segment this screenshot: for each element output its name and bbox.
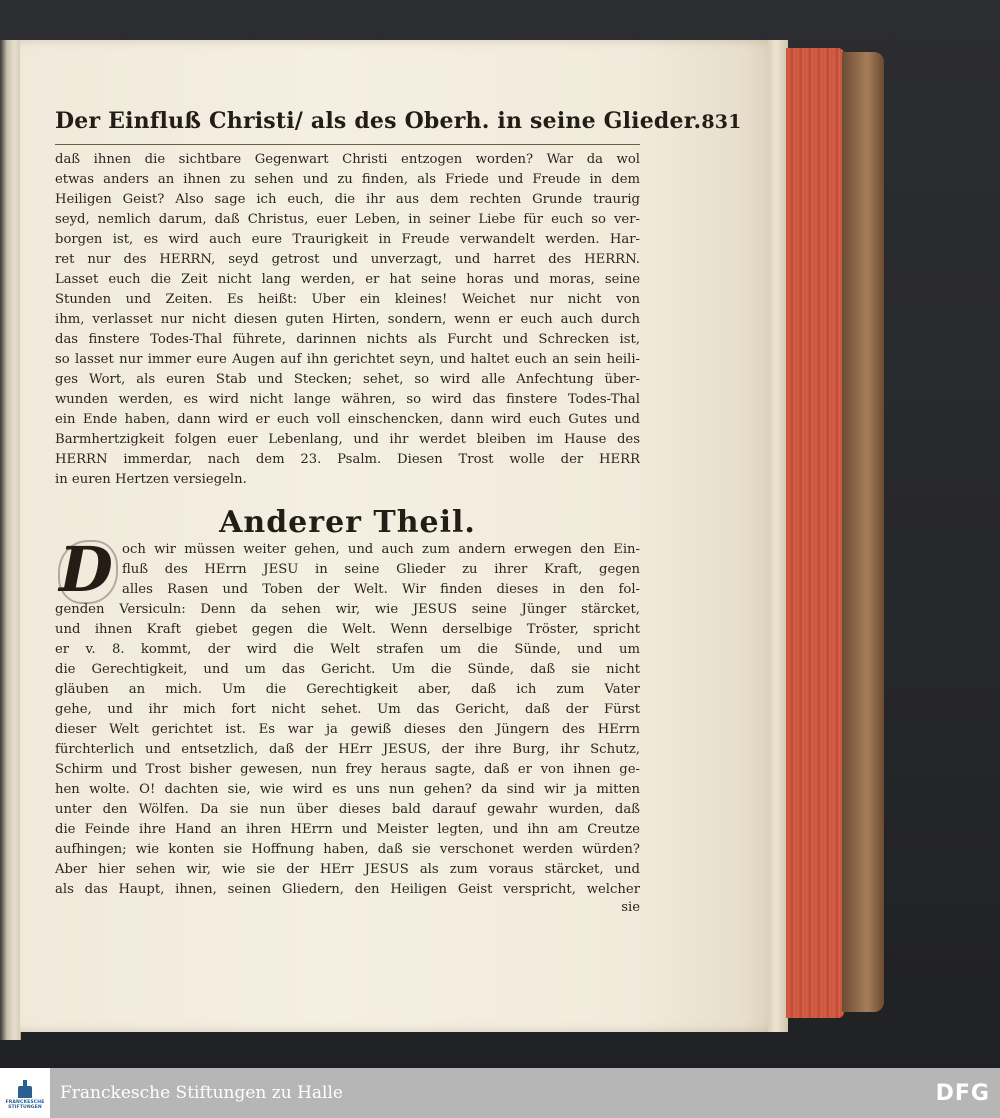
red-page-edge bbox=[786, 48, 844, 1018]
text-line: als das Haupt, ihnen, seinen Gliedern, den Heiligen Geist verspricht, welcher bbox=[55, 882, 640, 897]
text-line: seyd, nemlich darum, daß Christus, euer Leben, in seiner Liebe für euch so ver- bbox=[55, 212, 640, 227]
text-line: ihm, verlasset nur nicht diesen guten Hirten, sondern, wenn er euch auch durch bbox=[55, 312, 640, 327]
text-line: dieser Welt gerichtet ist. Es war ja gewiß dieses den Jüngern des HErrn bbox=[55, 722, 640, 737]
catchword: sie bbox=[621, 900, 640, 915]
text-line: Heiligen Geist? Also sage ich euch, die ihr aus dem rechten Grunde traurig bbox=[55, 192, 640, 207]
logo-text-line2: STIFTUNGEN bbox=[8, 1105, 42, 1110]
text-line: Stunden und Zeiten. Es heißt: Uber ein kleines! Weichet nur nicht von bbox=[55, 292, 640, 307]
text-line: HERRN immerdar, nach dem 23. Psalm. Diesen Trost wolle der HERR bbox=[55, 452, 640, 467]
dfg-logo[interactable]: DFG bbox=[935, 1080, 990, 1106]
text-line: Lasset euch die Zeit nicht lang werden, er hat seine horas und moras, seine bbox=[55, 272, 640, 287]
text-line: so lasset nur immer eure Augen auf ihn gerichtet seyn, und haltet euch an sein heili- bbox=[55, 352, 640, 367]
text-line: er v. 8. kommt, der wird die Welt strafen um die Sünde, und um bbox=[55, 642, 640, 657]
text-line: ein Ende haben, dann wird er euch voll einschencken, dann wird euch Gutes und bbox=[55, 412, 640, 427]
book-cover-edge bbox=[842, 52, 884, 1012]
text-line: gehe, und ihr mich fort nicht sehet. Um das Gericht, daß der Fürst bbox=[55, 702, 640, 717]
text-line: fürchterlich und entsetzlich, daß der HErr JESUS, der ihre Burg, ihr Schutz, bbox=[55, 742, 640, 757]
text-line: daß ihnen die sichtbare Gegenwart Christi entzogen worden? War da wol bbox=[55, 152, 640, 167]
drop-cap-initial bbox=[56, 533, 116, 606]
section-heading: Anderer Theil. bbox=[219, 505, 476, 540]
text-line: gläuben an mich. Um die Gerechtigkeit aber, daß ich zum Vater bbox=[55, 682, 640, 697]
text-line: Barmhertzigkeit folgen euer Lebenlang, und ihr werdet bleiben im Hause des bbox=[55, 432, 640, 447]
text-line: och wir müssen weiter gehen, und auch zum andern erwegen den Ein- bbox=[122, 542, 640, 557]
text-line: ges Wort, als euren Stab und Stecken; sehet, so wird alle Anfechtung über- bbox=[55, 372, 640, 387]
text-line: borgen ist, es wird auch eure Traurigkeit in Freude verwandelt werden. Har- bbox=[55, 232, 640, 247]
text-line: das finstere Todes-Thal führete, darinnen nichts als Furcht und Schrecken ist, bbox=[55, 332, 640, 347]
logo-text-line1: FRANCKESCHE bbox=[5, 1099, 45, 1105]
header-rule bbox=[55, 144, 640, 145]
text-line: fluß des HErrn JESU in seine Glieder zu ihrer Kraft, gegen bbox=[122, 562, 640, 577]
text-line: hen wolte. O! dachten sie, wie wird es uns nun gehen? da sind wir ja mitten bbox=[55, 782, 640, 797]
text-line: in euren Hertzen versiegeln. bbox=[55, 472, 247, 487]
text-line: alles Rasen und Toben der Welt. Wir finden dieses in den fol- bbox=[122, 582, 640, 597]
text-line: unter den Wölfen. Da sie nun über dieses bald darauf gewahr wurden, daß bbox=[55, 802, 640, 817]
book-left-edge bbox=[0, 40, 21, 1040]
viewer-footer bbox=[0, 1068, 1000, 1118]
text-line: wunden werden, es wird nicht lange währen, so wird das finstere Todes-Thal bbox=[55, 392, 640, 407]
book-page-edges bbox=[768, 40, 886, 1032]
text-line: Schirm und Trost bisher gewesen, nun frey heraus sagte, daß er von ihnen ge- bbox=[55, 762, 640, 777]
drop-cap-flourish bbox=[58, 540, 118, 604]
text-line: etwas anders an ihnen zu sehen und zu finden, als Friede und Freude in dem bbox=[55, 172, 640, 187]
text-line: genden Versiculn: Denn da sehen wir, wie JESUS seine Jünger stärcket, bbox=[55, 602, 640, 617]
text-line: ret nur des HERRN, seyd getrost und unverzagt, und harret des HERRN. bbox=[55, 252, 640, 267]
text-line: die Feinde ihre Hand an ihren HErrn und Meister legten, und ihn am Creutze bbox=[55, 822, 640, 837]
running-head-title: Der Einfluß Christi/ als des Oberh. in seine Glieder. bbox=[55, 108, 702, 134]
building-icon bbox=[16, 1080, 34, 1100]
drop-cap-letter: D bbox=[59, 533, 113, 606]
text-line: die Gerechtigkeit, und um das Gericht. Um die Sünde, daß sie nicht bbox=[55, 662, 640, 677]
institution-logo[interactable] bbox=[0, 1068, 50, 1118]
text-line: Aber hier sehen wir, wie sie der HErr JESUS als zum voraus stärcket, und bbox=[55, 862, 640, 877]
running-head bbox=[55, 108, 742, 144]
text-line: aufhingen; wie konten sie Hoffnung haben, daß sie verschonet werden würden? bbox=[55, 842, 640, 857]
page-gutter bbox=[768, 40, 788, 1032]
text-line: und ihnen Kraft giebet gegen die Welt. Wenn derselbige Tröster, spricht bbox=[55, 622, 640, 637]
institution-name[interactable]: Franckesche Stiftungen zu Halle bbox=[60, 1083, 343, 1103]
page-number: 831 bbox=[701, 111, 742, 133]
